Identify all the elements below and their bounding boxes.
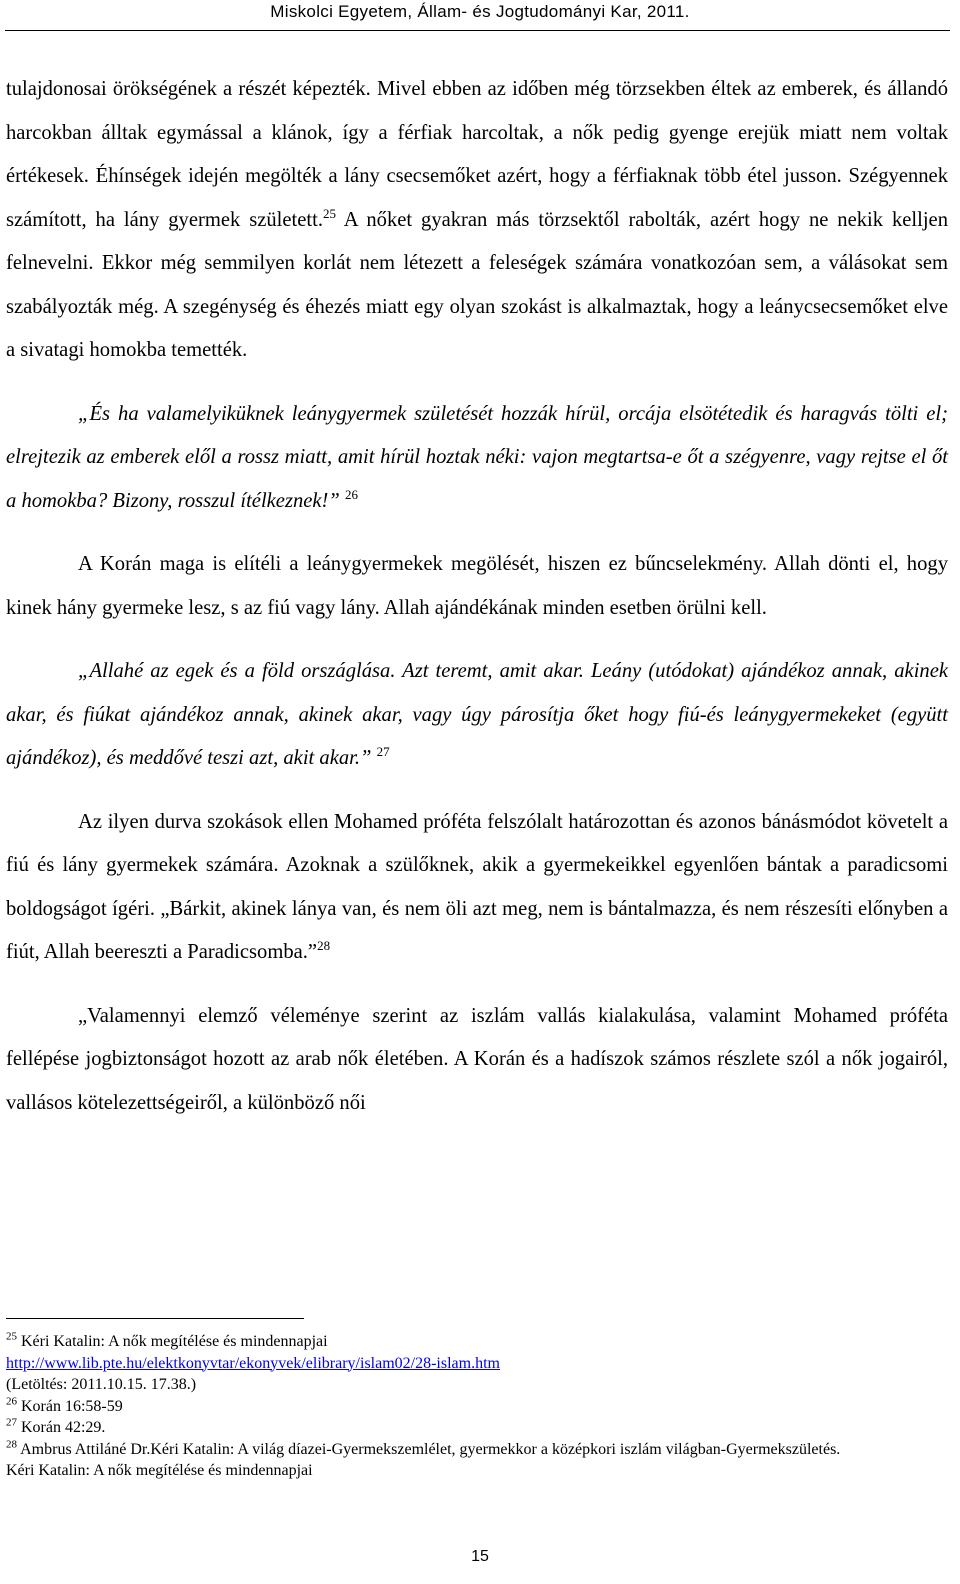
- footnote-28-extra: Kéri Katalin: A nők megítélése és mindennapjai: [6, 1462, 313, 1479]
- footnote-28: [6, 1439, 948, 1461]
- footnotes: [6, 1331, 948, 1482]
- paragraph-intro: [6, 68, 948, 373]
- footnote-ref-28[interactable]: 28: [317, 938, 331, 954]
- footnote-26: [6, 1396, 948, 1418]
- footnote-25-text: Kéri Katalin: A nők megítélése és mindennapjai: [17, 1333, 328, 1350]
- quote-koran-16: [6, 393, 948, 524]
- footnote-ref-25[interactable]: 25: [322, 205, 336, 221]
- footnote-28-text: Ambrus Attiláné Dr.Kéri Katalin: A világ díazei-Gyermekszemlélet, gyermekkor a középkori iszlám világban-Gyermekszületés.: [17, 1440, 841, 1458]
- paragraph-intro-part-b: A nőket gyakran más törzsektől rabolták, azért hogy ne nekik kelljen felnevelni. Ekkor még semmilyen korlát nem létezett a feleségek számára vonatkozóan sem, a válásokat sem szabályozták még. A szegénység és éhezés miatt egy olyan szokást is alkalmaztak, hogy a leánycsecsemőket elve a sivatagi homokba temették.: [6, 208, 948, 361]
- footnote-27-text: Korán 42:29.: [17, 1419, 106, 1436]
- quote-koran-16-text: „És ha valamelyiküknek leánygyermek születését hozzák hírül, orcája elsötétedik és haragvás tölti el; elrejtezik az emberek elől a rossz miatt, amit hírül hoztak néki: vajon megtartsa-e őt a szégyenre, vagy rejtse el őt a homokba? Bizony, rosszul ítélkeznek!”: [6, 402, 948, 512]
- footnote-25-number: 25: [6, 1330, 17, 1343]
- quote-koran-42-text: „Allahé az egek és a föld országlása. Azt teremt, amit akar. Leány (utódokat) ajándékoz annak, akinek akar, és fiúkat ajándékoz annak, akinek akar, vagy úgy párosítja őket hogy fiú-és leánygyermekeket (együtt ajándékoz), és meddővé teszi azt, akit akar.”: [6, 660, 948, 769]
- header-divider: [5, 30, 950, 31]
- footnote-divider: [6, 1318, 304, 1319]
- footnote-ref-26[interactable]: 26: [345, 486, 358, 502]
- paragraph-prophet-text: Az ilyen durva szokások ellen Mohamed próféta felszólalt határozottan és azonos bánásmódot követelt a fiú és lány gyermekek számára. Azoknak a szülőknek, akik a gyermekeikkel egyenlően bántak a paradicsomi boldogságot ígéri. „Bárkit, akinek lánya van, és nem öli azt meg, nem is bántalmazza, és nem részesíti előnyben a fiút, Allah beereszti a Paradicsomba.”: [6, 810, 948, 963]
- footnote-ref-27[interactable]: 27: [376, 744, 390, 760]
- paragraph-legal-security: „Valamennyi elemző véleménye szerint az iszlám vallás kialakulása, valamint Mohamed próféta fellépése jogbiztonságot hozott az arab nők életében. A Korán és a hadíszok számos részlete szól a nők jogairól, vallásos kötelezettségeiről, a különböző női: [6, 1004, 948, 1114]
- footnote-25-link-line: [6, 1353, 948, 1375]
- footnote-26-text: Korán 16:58-59: [17, 1397, 123, 1415]
- paragraph-intro-part-a: tulajdonosai örökségének a részét képezték. Mivel ebben az időben még törzsekben éltek az emberek, és állandó harcokban álltak egymással a klánok, így a férfiak harcoltak, a nők pedig gyenge erejük miatt nem voltak értékesek. Éhínségek idején megölték a lány csecsemőket azért, hogy a férfiaknak több étel jusson. Szégyennek számított, ha lány gyermek született.: [6, 78, 948, 231]
- footnote-27: [6, 1417, 948, 1439]
- footnote-26-number: 26: [6, 1395, 17, 1408]
- footnote-25-access: (Letöltés: 2011.10.15. 17.38.): [6, 1376, 197, 1393]
- page-number: 15: [471, 1548, 489, 1565]
- footnote-28-number: 28: [6, 1438, 17, 1451]
- footnote-27-number: 27: [6, 1416, 17, 1429]
- quote-koran-42: [6, 650, 948, 781]
- footnote-25: [6, 1331, 948, 1353]
- paragraph-koran-condemns: A Korán maga is elítéli a leánygyermekek megölését, hiszen ez bűncselekmény. Allah dönti el, hogy kinek hány gyermeke lesz, s az fiú vagy lány. Allah ajándékának minden esetben örülni kell.: [6, 553, 948, 619]
- body-text: [6, 68, 948, 1125]
- running-header: Miskolci Egyetem, Állam- és Jogtudományi Kar, 2011.: [270, 2, 690, 21]
- footnote-25-link[interactable]: http://www.lib.pte.hu/elektkonyvtar/ekonyvek/elibrary/islam02/28-islam.htm: [6, 1354, 500, 1372]
- paragraph-prophet-mohamed: [6, 801, 948, 975]
